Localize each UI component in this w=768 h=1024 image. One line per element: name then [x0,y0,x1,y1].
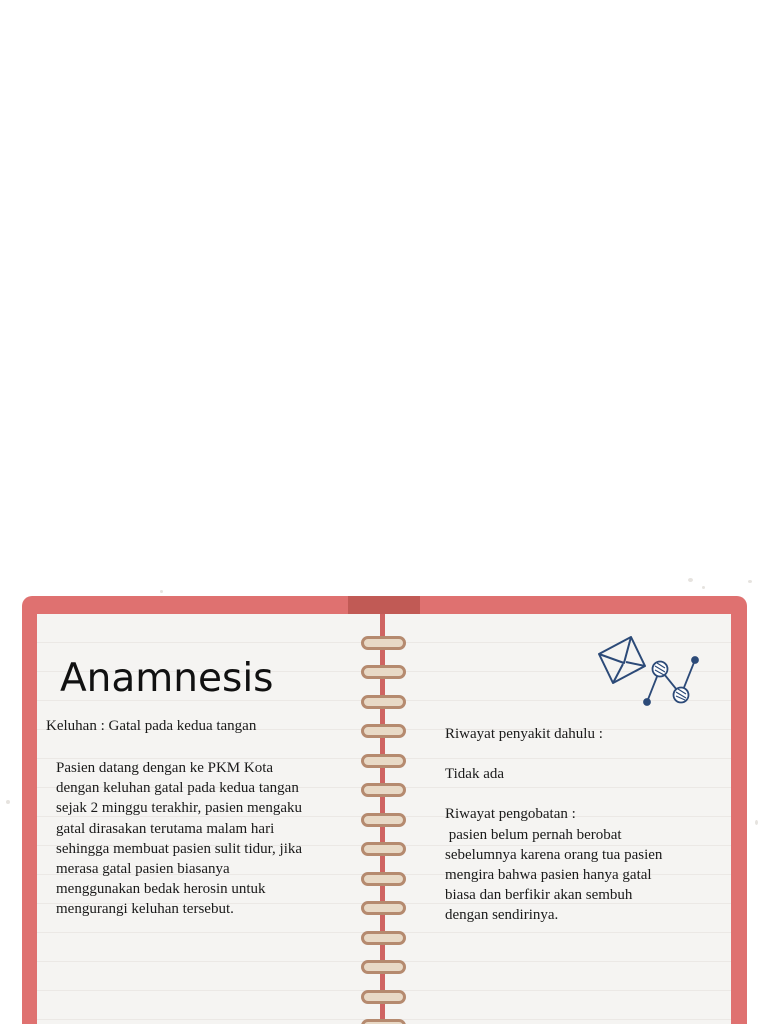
spiral-ring [361,636,406,650]
medical-history-block [445,724,725,926]
history-line: merasa gatal pasien biasanya [56,861,230,878]
spiral-ring [361,990,406,1004]
page-title: Anamnesis [60,656,274,701]
molecule-network-icon [644,657,698,705]
spiral-ring [361,724,406,738]
history-line: sehingga membuat pasien sulit tidur, jika [56,840,303,857]
envelope-icon [599,637,645,683]
spiral-ring [361,813,406,827]
spiral-ring [361,960,406,974]
speckle-dot [748,580,752,583]
present-illness-history [56,758,352,920]
spiral-ring [361,783,406,797]
chief-complaint: Keluhan : Gatal pada kedua tangan [46,718,257,734]
spiral-ring [361,754,406,768]
spacer [445,784,725,804]
spiral-ring [361,665,406,679]
decoration-doodle [597,632,707,714]
spiral-ring [361,931,406,945]
treatment-line: pasien belum pernah berobat [445,826,622,843]
speckle-dot [160,590,163,593]
treatment-line: mengira bahwa pasien hanya gatal [445,867,652,884]
spiral-ring [361,842,406,856]
history-line: mengurangi keluhan tersebut. [56,901,234,918]
speckle-dot [755,820,758,825]
speckle-dot [6,800,10,804]
speckle-dot [702,586,705,589]
history-line: dengan keluhan gatal pada kedua tangan [56,780,299,797]
treatment-history-label: Riwayat pengobatan : [445,806,576,823]
treatment-line: dengan sendirinya. [445,907,559,924]
spiral-ring [361,1019,406,1024]
past-history-value: Tidak ada [445,766,505,783]
treatment-line: biasa dan berfikir akan sembuh [445,887,633,904]
spiral-ring [361,872,406,886]
history-line: menggunakan bedak herosin untuk [56,881,266,898]
treatment-line: sebelumnya karena orang tua pasien [445,846,663,863]
speckle-dot [688,578,693,582]
history-line: sejak 2 minggu terakhir, pasien mengaku [56,800,302,817]
spiral-ring [361,901,406,915]
notebook-spine-tab [348,596,420,614]
history-line: Pasien datang dengan ke PKM Kota [56,760,274,776]
spacer [445,744,725,764]
history-line: gatal dirasakan terutama malam hari [56,820,275,837]
notebook [22,596,747,1024]
past-history-label: Riwayat penyakit dahulu : [445,726,603,742]
spiral-ring [361,695,406,709]
